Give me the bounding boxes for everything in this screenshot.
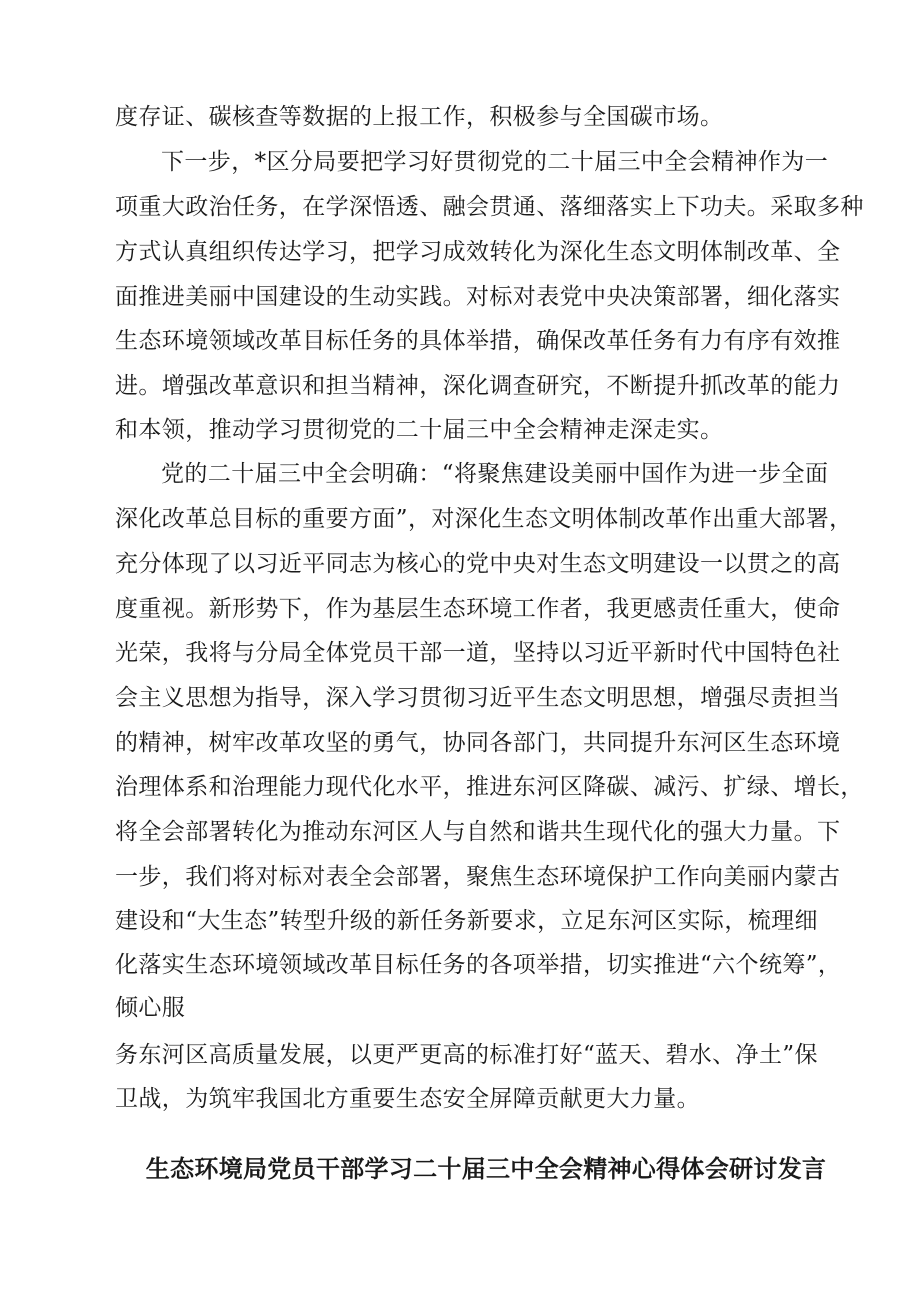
text-line: 务东河区高质量发展，以更严更高的标准打好“蓝天、碧水、净土”保 [115, 1042, 818, 1068]
text-line: 项重大政治任务，在学深悟透、融会贯通、落细落实上下功夫。采取多种 [115, 194, 864, 220]
text-line: 面推进美丽中国建设的生动实践。对标对表党中央决策部署，细化落实 [115, 284, 841, 310]
text-line: 和本领，推动学习贯彻党的二十届三中全会精神走深走实。 [115, 417, 724, 443]
text-line: 进。增强改革意识和担当精神，深化调查研究，不断提升抓改革的能力 [115, 373, 841, 399]
text-line: 治理体系和治理能力现代化水平，推进东河区降碳、减污、扩绿、增长， [115, 774, 864, 800]
paragraph-start-line: 党的二十届三中全会明确：“将聚焦建设美丽中国作为进一步全面 [161, 461, 829, 487]
text-line: 卫战，为筑牢我国北方重要生态安全屏障贡献更大力量。 [115, 1086, 700, 1112]
text-line: 将全会部署转化为推动东河区人与自然和谐共生现代化的强大力量。下 [115, 819, 841, 845]
text-line: 化落实生态环境领域改革目标任务的各项举措，切实推进“六个统筹”， [115, 952, 842, 978]
text-line: 光荣，我将与分局全体党员干部一道，坚持以习近平新时代中国特色社 [115, 640, 841, 666]
text-line: 深化改革总目标的重要方面”，对深化生态文明体制改革作出重大部署， [115, 506, 853, 532]
text-line: 会主义思想为指导，深入学习贯彻习近平生态文明思想，增强尽责担当 [115, 685, 841, 711]
text-line: 建设和“大生态”转型升级的新任务新要求，立足东河区实际，梳理细 [115, 908, 818, 934]
text-line: 度重视。新形势下，作为基层生态环境工作者，我更感责任重大，使命 [115, 596, 841, 622]
document-title: 生态环境局党员干部学习二十届三中全会精神心得体会研讨发言 [145, 1155, 827, 1183]
text-line: 倾心服 [115, 995, 186, 1021]
text-line: 生态环境领域改革目标任务的具体举措，确保改革任务有力有序有效推 [115, 328, 841, 354]
text-line: 度存证、碳核查等数据的上报工作，积极参与全国碳市场。 [115, 104, 724, 130]
text-line: 一步，我们将对标对表全会部署，聚焦生态环境保护工作向美丽内蒙古 [115, 864, 841, 890]
text-line: 的精神，树牢改革攻坚的勇气，协同各部门，共同提升东河区生态环境 [115, 730, 841, 756]
paragraph-start-line: 下一步，*区分局要把学习好贯彻党的二十届三中全会精神作为一 [161, 149, 829, 175]
text-line: 方式认真组织传达学习，把学习成效转化为深化生态文明体制改革、全 [115, 239, 841, 265]
text-line: 充分体现了以习近平同志为核心的党中央对生态文明建设一以贯之的高 [115, 551, 841, 577]
